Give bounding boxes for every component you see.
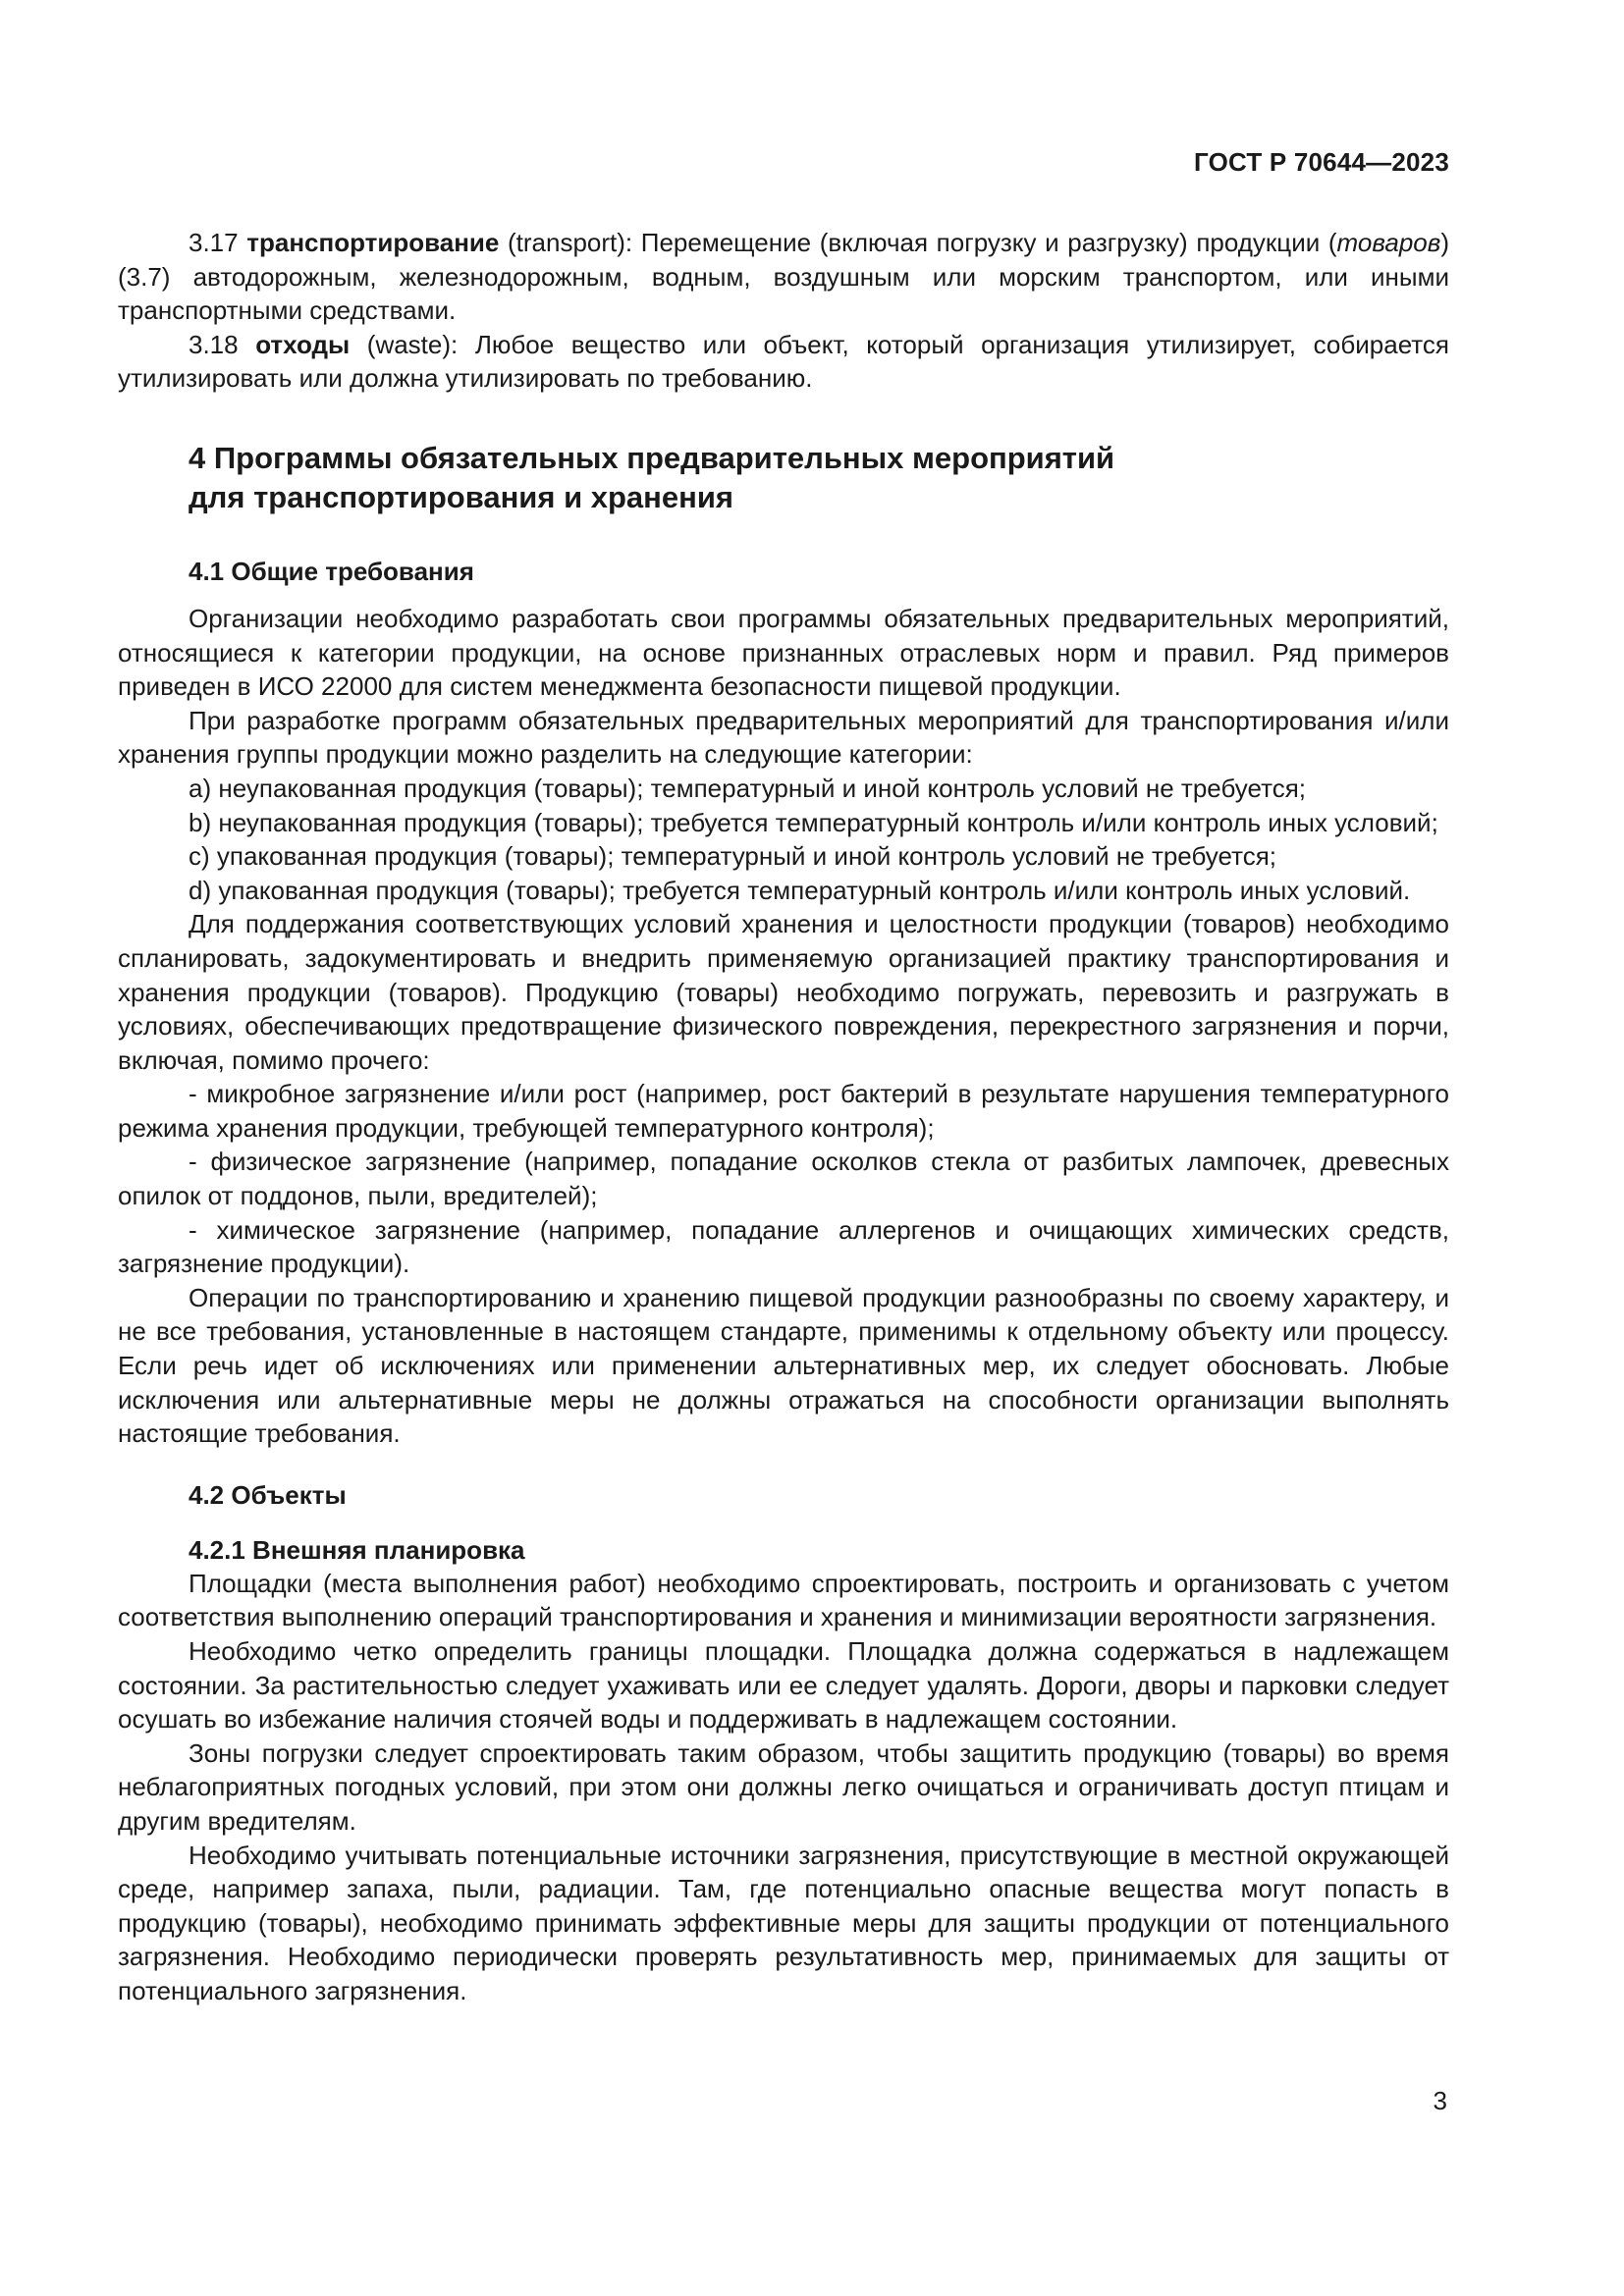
list-item-d: d) упакованная продукция (товары); требуется температурный контроль и/или контроль иных условий. xyxy=(189,875,1411,905)
paragraph: При разработке программ обязательных предварительных мероприятий для транспортирования и/или хранения группы продукции можно разделить на следующие категории: xyxy=(118,705,1449,770)
term-english: (transport): xyxy=(499,228,641,257)
term-definition-italic: товаров xyxy=(1336,228,1441,257)
section-4-2-1-heading: 4.2.1 Внешняя планировка xyxy=(189,1534,525,1565)
section-4-heading xyxy=(189,439,1449,517)
section-4-2-heading: 4.2 Объекты xyxy=(189,1479,347,1510)
paragraph: Зоны погрузки следует спроектировать таким образом, чтобы защитить продукцию (товары) во время неблагоприятных погодных условий, при этом они должны легко очищаться и ограничивать доступ птицам и другим вредителям. xyxy=(118,1737,1449,1836)
paragraph: Площадки (места выполнения работ) необходимо спроектировать, построить и организовать с учетом соответствия выполнению операций транспортирования и хранения и минимизации вероятности загрязнения. xyxy=(118,1568,1449,1632)
paragraph: Необходимо четко определить границы площадки. Площадка должна содержаться в надлежащем состоянии. За растительностью следует ухаживать или ее следует удалять. Дороги, дворы и парковки следует осушать во избежание наличия стоячей воды и поддерживать в надлежащем состоянии. xyxy=(118,1636,1449,1735)
section-4-heading-line2: для транспортирования и хранения xyxy=(189,479,733,514)
list-item-a: а) неупакованная продукция (товары); температурный и иной контроль условий не требуется; xyxy=(189,773,1307,803)
paragraph: Для поддержания соответствующих условий хранения и целостности продукции (товаров) необходимо спланировать, задокументировать и внедрить применяемую организацией практику транспортирования и хранения продукции (товаров). Продукцию (товары) необходимо погружать, перевозить и разгружать в условиях, обеспечивающих предотвращение физического повреждения, перекрестного загрязнения и порчи, включая, помимо прочего: xyxy=(118,909,1449,1075)
term-definition: Любое вещество или объект, который организация утилизирует, собирается утилизировать или должна утилизировать по требованию. xyxy=(118,329,1449,394)
term-english: (waste): xyxy=(350,329,475,359)
term-definition-part: ) (3.7) автодорожным, железнодорожным, водным, воздушным или морским транспортом, или иными транспортными средствами. xyxy=(118,228,1449,326)
paragraph: Операции по транспортированию и хранению пищевой продукции разнообразны по своему характеру, и не все требования, установленные в настоящем стандарте, применимы к отдельному объекту или процессу. Если речь идет об исключениях или применении альтернативных мер, их следует обосновать. Любые исключения или альтернативные меры не должны отражаться на способности организации выполнять настоящие требования. xyxy=(118,1282,1449,1449)
document-number-header: ГОСТ Р 70644—2023 xyxy=(1194,147,1449,177)
list-item-b: b) неупакованная продукция (товары); требуется температурный контроль и/или контроль иных условий; xyxy=(189,807,1438,837)
paragraph: Необходимо учитывать потенциальные источники загрязнения, присутствующие в местной окружающей среде, например запаха, пыли, радиации. Там, где потенциально опасные вещества могут попасть в продукцию (товары), необходимо принимать эффективные меры для защиты продукции от потенциального загрязнения. Необходимо периодически проверять результативность мер, принимаемых для защиты от потенциального загрязнения. xyxy=(118,1840,1449,2005)
term-number: 3.18 xyxy=(189,329,239,359)
dash-item: - химическое загрязнение (например, попадание аллергенов и очищающих химических средств, загрязнение продукции). xyxy=(118,1214,1449,1279)
page-body xyxy=(118,226,1449,2008)
section-4-heading-line1: 4 Программы обязательных предварительных мероприятий xyxy=(189,440,1115,475)
term-3-18 xyxy=(118,328,1449,396)
term-title: отходы xyxy=(255,329,351,359)
paragraph: Организации необходимо разработать свои программы обязательных предварительных мероприятий, относящиеся к категории продукции, на основе признанных отраслевых норм и правил. Ряд примеров приведен в ИСО 22000 для систем менеджмента безопасности пищевой продукции. xyxy=(118,603,1449,702)
term-definition-part: Перемещение (включая погрузку и разгрузку) продукции ( xyxy=(640,228,1337,257)
term-title: транспортирование xyxy=(246,228,500,257)
dash-item: - микробное загрязнение и/или рост (например, рост бактерий в результате нарушения температурного режима хранения продукции, требующей температурного контроля); xyxy=(118,1079,1449,1143)
page-number: 3 xyxy=(1433,2086,1447,2115)
term-number: 3.17 xyxy=(189,228,239,257)
list-item-c: с) упакованная продукция (товары); температурный и иной контроль условий не требуется; xyxy=(189,841,1277,872)
section-4-1-heading: 4.1 Общие требования xyxy=(189,556,474,586)
term-3-17 xyxy=(118,226,1449,328)
dash-item: - физическое загрязнение (например, попадание осколков стекла от разбитых лампочек, древесных опилок от поддонов, пыли, вредителей); xyxy=(118,1147,1449,1211)
